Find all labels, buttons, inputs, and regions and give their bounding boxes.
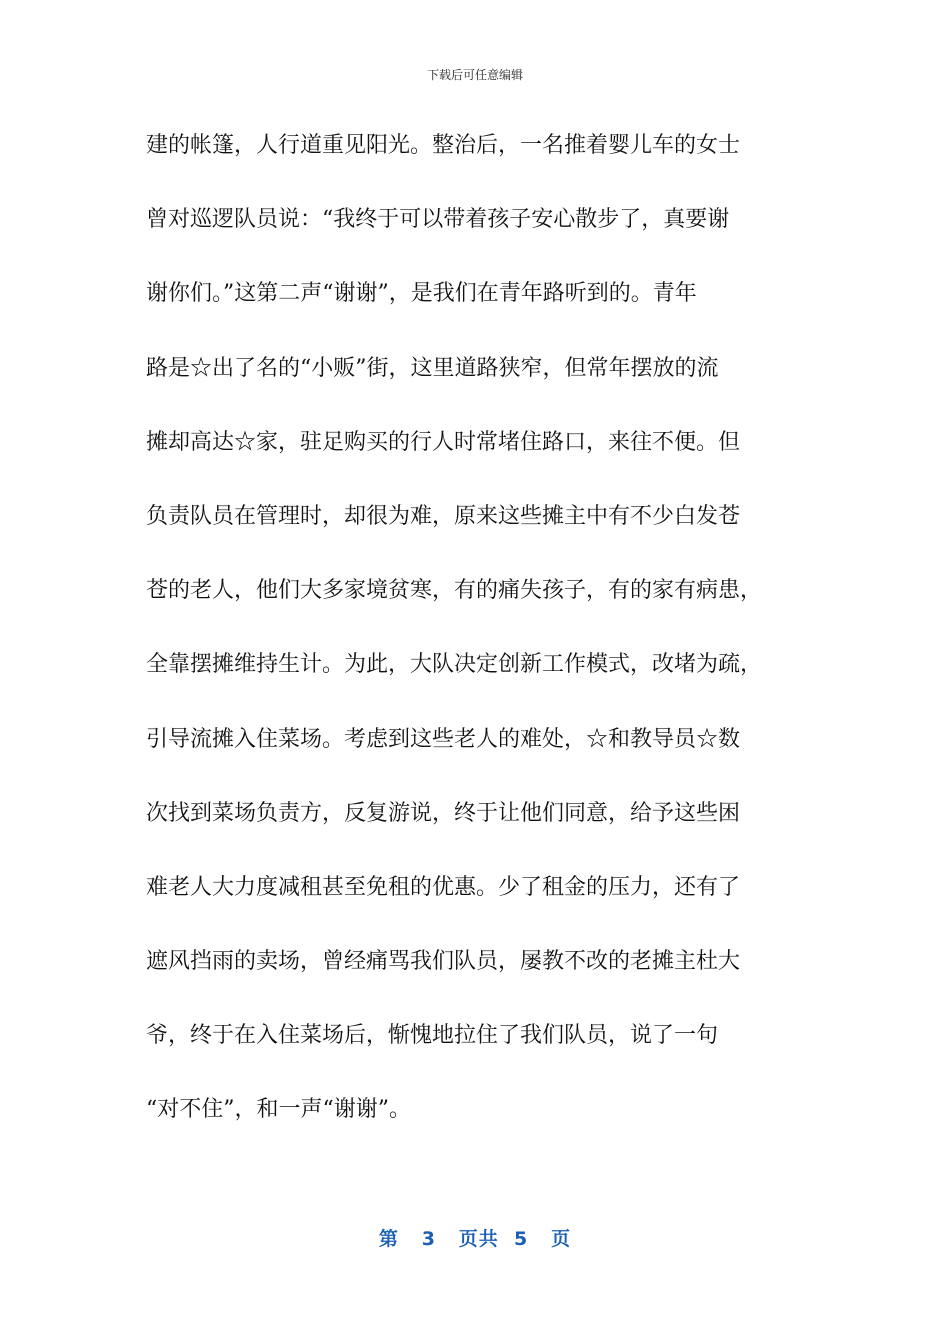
- text-line: 苍的老人，他们大多家境贫寒，有的痛失孩子，有的家有病患，: [146, 578, 763, 604]
- text-line: 爷，终于在入住菜场后，惭愧地拉住了我们队员，说了一句: [146, 1023, 719, 1049]
- footer-page-number: 3: [421, 1228, 436, 1250]
- text-line: 建的帐篷，人行道重见阳光。整治后，一名推着婴儿车的女士: [146, 133, 741, 158]
- text-line: 摊却高达☆家，驻足购买的行人时常堵住路口，来往不便。但: [146, 429, 741, 455]
- text-line: 遮风挡雨的卖场，曾经痛骂我们队员，屡教不改的老摊主杜大: [146, 949, 741, 975]
- text-line: 难老人大力度减租甚至免租的优惠。少了租金的压力，还有了: [146, 874, 741, 900]
- text-line: 次找到菜场负责方，反复游说，终于让他们同意，给予这些困: [146, 800, 741, 826]
- footer-total-pages: 5: [514, 1228, 529, 1250]
- text-line: 谢你们。”这第二声“谢谢”，是我们在青年路听到的。青年: [146, 281, 697, 307]
- text-line: 路是☆出了名的“小贩”街，这里道路狭窄，但常年摆放的流: [146, 355, 719, 381]
- text-line: 全靠摆摊维持生计。为此，大队决定创新工作模式，改堵为疏，: [146, 652, 763, 678]
- text-line: 曾对巡逻队员说：“我终于可以带着孩子安心散步了，真要谢: [146, 207, 730, 233]
- text-line: “对不住”，和一声“谢谢”。: [146, 1097, 411, 1123]
- footer-prefix: 第: [378, 1228, 399, 1250]
- footer-middle: 页共: [458, 1228, 499, 1250]
- page-header: 下载后可任意编辑: [426, 68, 523, 82]
- body-text: [146, 122, 826, 1161]
- text-line: 负责队员在管理时，却很为难，原来这些摊主中有不少白发苍: [146, 503, 741, 529]
- page-footer: [0, 1224, 950, 1251]
- text-line: 引导流摊入住菜场。考虑到这些老人的难处，☆和教导员☆数: [146, 726, 741, 752]
- footer-suffix: 页: [551, 1228, 572, 1250]
